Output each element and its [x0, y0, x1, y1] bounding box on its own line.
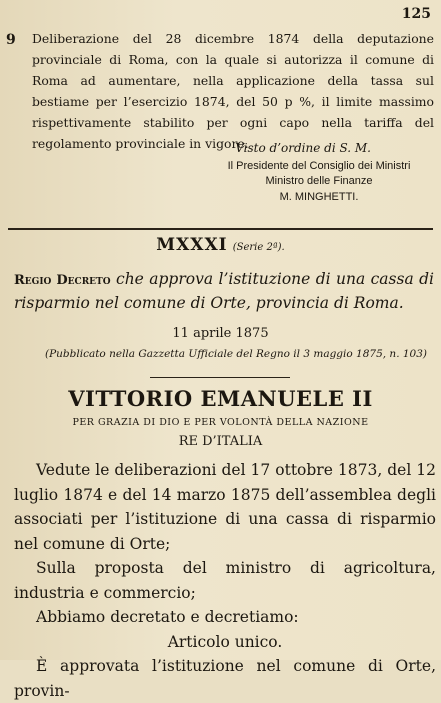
decree-title	[14, 268, 434, 314]
paragraph-decretato: Abbiamo decretato e decretiamo:	[36, 608, 299, 626]
signature-line-3: M. MINGHETTI.	[279, 191, 359, 203]
series-number: MXXXI	[156, 235, 228, 255]
visto-line: Visto d’ordine di S. M.	[235, 141, 371, 155]
page-number: 125	[401, 6, 431, 22]
decree-title-text: che approva l’istituzione di una cassa di risparmio nel comune di Orte, provincia di Roma.	[14, 270, 434, 312]
king-name: VITTORIO EMANUELE II	[68, 386, 373, 411]
series-label: (Serie 2ª).	[232, 242, 285, 253]
signature-line-1: Il Presidente del Consiglio dei Ministri	[227, 160, 411, 172]
re-italia-line: RE D’ITALIA	[178, 434, 263, 449]
publication-note: (Pubblicato nella Gazzetta Ufficiale del Regno il 3 maggio 1875, n. 103)	[44, 348, 428, 360]
decree-lead: Regio Decreto	[14, 273, 111, 288]
decree-date: 11 aprile 1875	[172, 326, 269, 341]
item-number: 9	[6, 32, 16, 48]
deliberation-paragraph: Deliberazione del 28 dicembre 1874 della deputazione provinciale di Roma, con la quale si autorizza il comune di Roma ad aumentare, nella applicazione della tassa sul bestiame per l’esercizio 1874, del 50 p %, il limite massimo rispettivamente stabilito per ogni capo nella tariffa del regolamento provinciale in vigore.	[32, 31, 434, 151]
grace-line: PER GRAZIA DI DIO E PER VOLONTÀ DELLA NAZIONE	[72, 417, 369, 428]
paragraph-vedute: Vedute le deliberazioni del 17 ottobre 1873, del 12 luglio 1874 e del 14 marzo 1875 dell’assemblea degli associati per l’istituzione di una cassa di risparmio nel comune di Orte;	[14, 461, 436, 553]
short-divider	[150, 377, 290, 378]
signature-line-2: Ministro delle Finanze	[265, 175, 373, 187]
section-divider	[8, 228, 433, 230]
decree-body	[14, 458, 436, 703]
series-heading	[0, 235, 441, 255]
article-heading: Articolo unico.	[167, 632, 283, 651]
paragraph-proposta: Sulla proposta del ministro di agricoltura, industria e commercio;	[14, 559, 436, 602]
paragraph-approvata: È approvata l’istituzione nel comune di Orte, provin-	[14, 657, 436, 700]
